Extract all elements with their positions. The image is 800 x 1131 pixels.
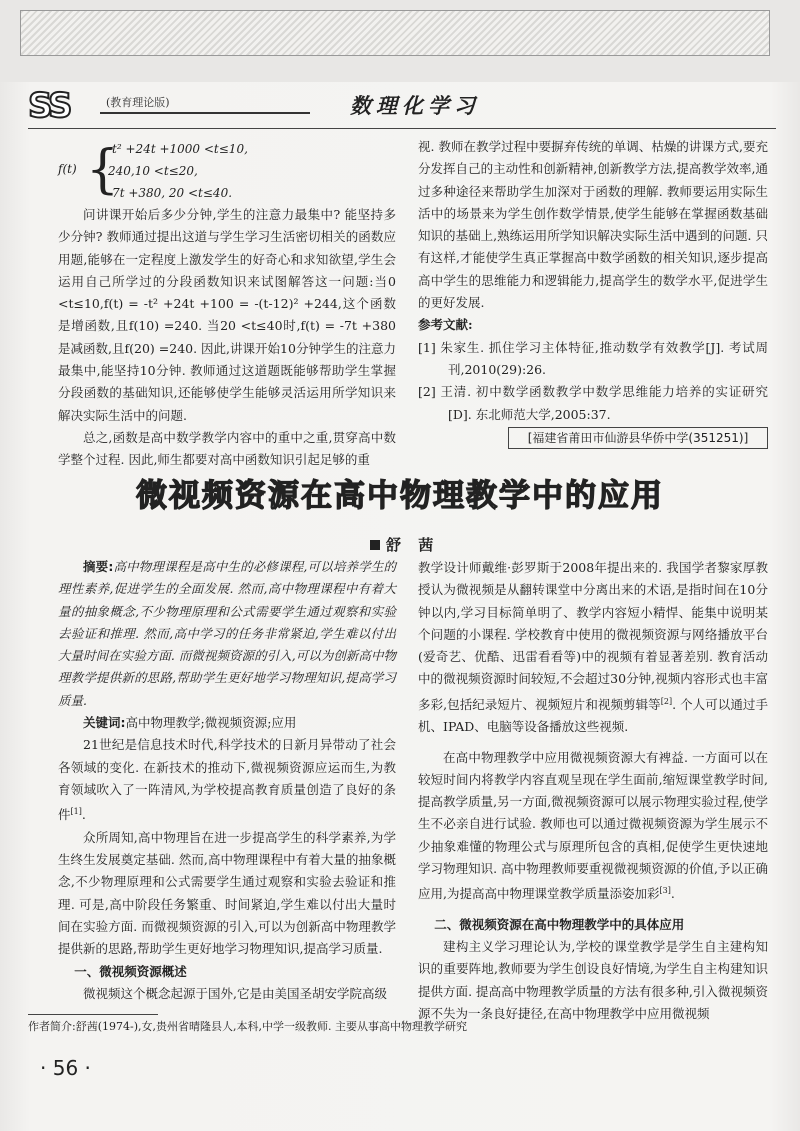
keywords-label: 关键词: [83,715,126,731]
citation: [3] [659,886,671,896]
formula-case-3: -7t +380, 20 <t≤40. [108,186,233,200]
prev-article-left-column [58,138,396,472]
paragraph: 问讲课开始后多少分钟,学生的注意力最集中? 能坚持多少分钟? 教师通过提出这道与学生学习生活密切相关的函数应用题,能够在一定程度上激发学生的好奇心和求知欲望,学生会运用自己所学过的分段函数知识来试图解答这一问题:当0 <t≤10,f(t) = -t² +24t +100 = -(t-12)² +244,这个函数是增函数,且f(10) =240. 当20 <t≤40时,f(t) = -7t +380是减函数,且f(20) =240. 因此,讲课开始10分钟学生的注意力最集中,能坚持10分钟. 教师通过这道题既能够帮助学生掌握分段函数的基础知识,还能够使学生能够灵活运用所学知识来解决实际生活中的问题. [58,207,396,423]
author-affiliation: [福建省莆田市仙游县华侨中学(351251)] [508,427,768,449]
section-title: 数理化学习 [350,93,480,118]
article-author [370,534,439,555]
footnote-rule [28,1014,158,1015]
author-bio-footnote: 作者简介:舒茜(1974-),女,贵州省晴隆县人,本科,中学一级教师. 主要从事高中物理教学研究 [28,1020,467,1033]
article-title: 微视频资源在高中物理教学中的应用 [136,478,664,514]
hatched-banner [20,10,770,56]
abstract [58,556,396,712]
citation: [1] [70,807,82,817]
paragraph-text: . 个人可以通过手机、IPAD、电脑等设备播放这些视频. [418,696,768,735]
prev-article-right-column [418,136,768,426]
scan-top-strip [0,0,800,82]
paragraph-text: 21世纪是信息技术时代,科学技术的日新月异带动了社会各领域的变化. 在新技术的推动下,微视频资源应运而生,为教育领域吹入了一阵清风,为学校提高教育质量创造了良好的条件 [58,737,396,823]
abstract-label: 摘要: [83,559,114,574]
paragraph: 建构主义学习理论认为,学校的课堂教学是学生自主建构知识的重要阵地,教师要为学生创设良好情境,为学生自主构建知识提供方面. 提高高中物理教学质量的方法有很多种,引入微视频资源不失为一条良好捷径,在高中物理教学中应用微视频 [418,939,768,1021]
period: . [81,807,86,823]
header-underline [100,112,310,114]
article-right-column [418,557,768,1025]
piecewise-formula [58,138,396,204]
article-left-column [58,556,396,1005]
citation: [2] [660,696,673,706]
paragraph: 众所周知,高中物理旨在进一步提高学生的科学素养,为学生终生发展奠定基础. 然而,高中物理课程中有着大量的抽象概念,不少物理原理和公式需要学生通过观察和实验去验证和推理. 可是,高中阶段任务繁重、时间紧迫,学生难以付出大量时间在实验方面. 而微视频资源的引入,可以为创新高中物理教学提供新的思路,帮助学生更好地学习物理知识,提高学习质量. [58,829,396,957]
author-name: 舒 茜 [386,536,440,554]
formula-case-1: -t² +24t +1000 <t≤10, [108,142,248,156]
section-heading-1: 一、微视频资源概述 [74,963,187,979]
square-bullet-icon [370,540,380,550]
formula-brace: { [86,140,120,200]
paragraph: 视. 教师在教学过程中要摒弃传统的单调、枯燥的讲课方式,要充分发挥自己的主动性和创新精神,创新教学方法,提高教学效率,通过多种途径来帮助学生加深对于函数的理解. 教师要运用实际生活中的场景来为学生创作数学情景,使学生能够在掌握函数基础知识的基础上,熟练运用所学知识解决实际生活中遇到的问题. 只有这样,才能使学生真正掌握高中数学函数的相关知识,逐步提高高中学生的思维能力和逻辑能力,提高学生的数学水平,促进学生的更好发展. [418,139,768,311]
section-heading-2: 二、微视频资源在高中物理教学中的具体应用 [434,916,685,932]
paragraph [418,747,768,906]
keywords [58,712,396,734]
page-header [28,86,778,126]
abstract-text: 高中物理课程是高中生的必修课程,可以培养学生的理性素养,促进学生的全面发展. 然而,高中物理课程中有着大量的抽象概念,不少物理原理和公式需要学生通过观察和实验去验证和推理. 然而,高中学习的任务非常紧迫,学生难以付出大量时间在实验方面. 而微视频资源的引入,可以为创新高中物理教学提供新的思路,帮助学生更好地学习物理知识,提高学习质量. [58,559,396,708]
reference-item: [2] 王清. 初中数学函数教学中数学思维能力培养的实证研究[D]. 东北师范大学,2005:37. [418,384,768,422]
references-heading: 参考文献: [418,317,473,333]
paragraph-text: 在高中物理教学中应用微视频资源大有裨益. 一方面可以在较短时间内将教学内容直观呈现在学生面前,缩短课堂教学时间,提高教学质量,另一方面,微视频资源可以展示物理实验过程,使学生不必亲自进行试验. 教师也可以通过微视频资源为学生展示不少抽象难懂的物理公式与原理所包含的真相,促使学生更快速地学习物理知识. 高中物理教师要重视微视频资源的价值,予以正确应用,为提高高中物理课堂教学质量添姿加彩 [418,749,768,902]
paragraph-text: 教学设计师戴维·彭罗斯于2008年提出来的. 我国学者黎家厚教授认为微视频是从翻转课堂中分离出来的术语,是指时间在10分钟以内,学习目标简单明了、教学内容短小精悍、能集中说明某个问题的小课程. 学校教育中使用的微视频资源与网络播放平台(爱奇艺、优酷、迅雷看看等)中的视频有着显著差别. 教育活动中的微视频资源时间较短,不会超过30分钟,视频内容形式也丰富多彩,包括纪录短片、视频短片和视频剪辑等 [418,560,768,712]
magazine-edition: (教育理论版) [106,96,170,109]
formula-lhs: f(t) [58,162,77,176]
journal-logo: SS [28,86,70,126]
paragraph-text: . [670,886,675,902]
page-number: · 56 · [40,1056,91,1080]
paragraph: 微视频这个概念起源于国外,它是由美国圣胡安学院高级 [83,985,387,1001]
reference-item: [1] 朱家生. 抓住学习主体特征,推动数学有效教学[J]. 考试周刊,2010(29):26. [418,339,768,377]
paragraph [418,557,768,739]
paragraph [58,734,396,826]
keywords-text: 高中物理教学;微视频资源;应用 [125,715,297,731]
header-rule [28,128,776,129]
formula-case-2: 240,10 <t≤20, [108,164,198,178]
paragraph: 总之,函数是高中数学教学内容中的重中之重,贯穿高中数学整个过程. 因此,师生都要对高中函数知识引起足够的重 [58,429,396,468]
